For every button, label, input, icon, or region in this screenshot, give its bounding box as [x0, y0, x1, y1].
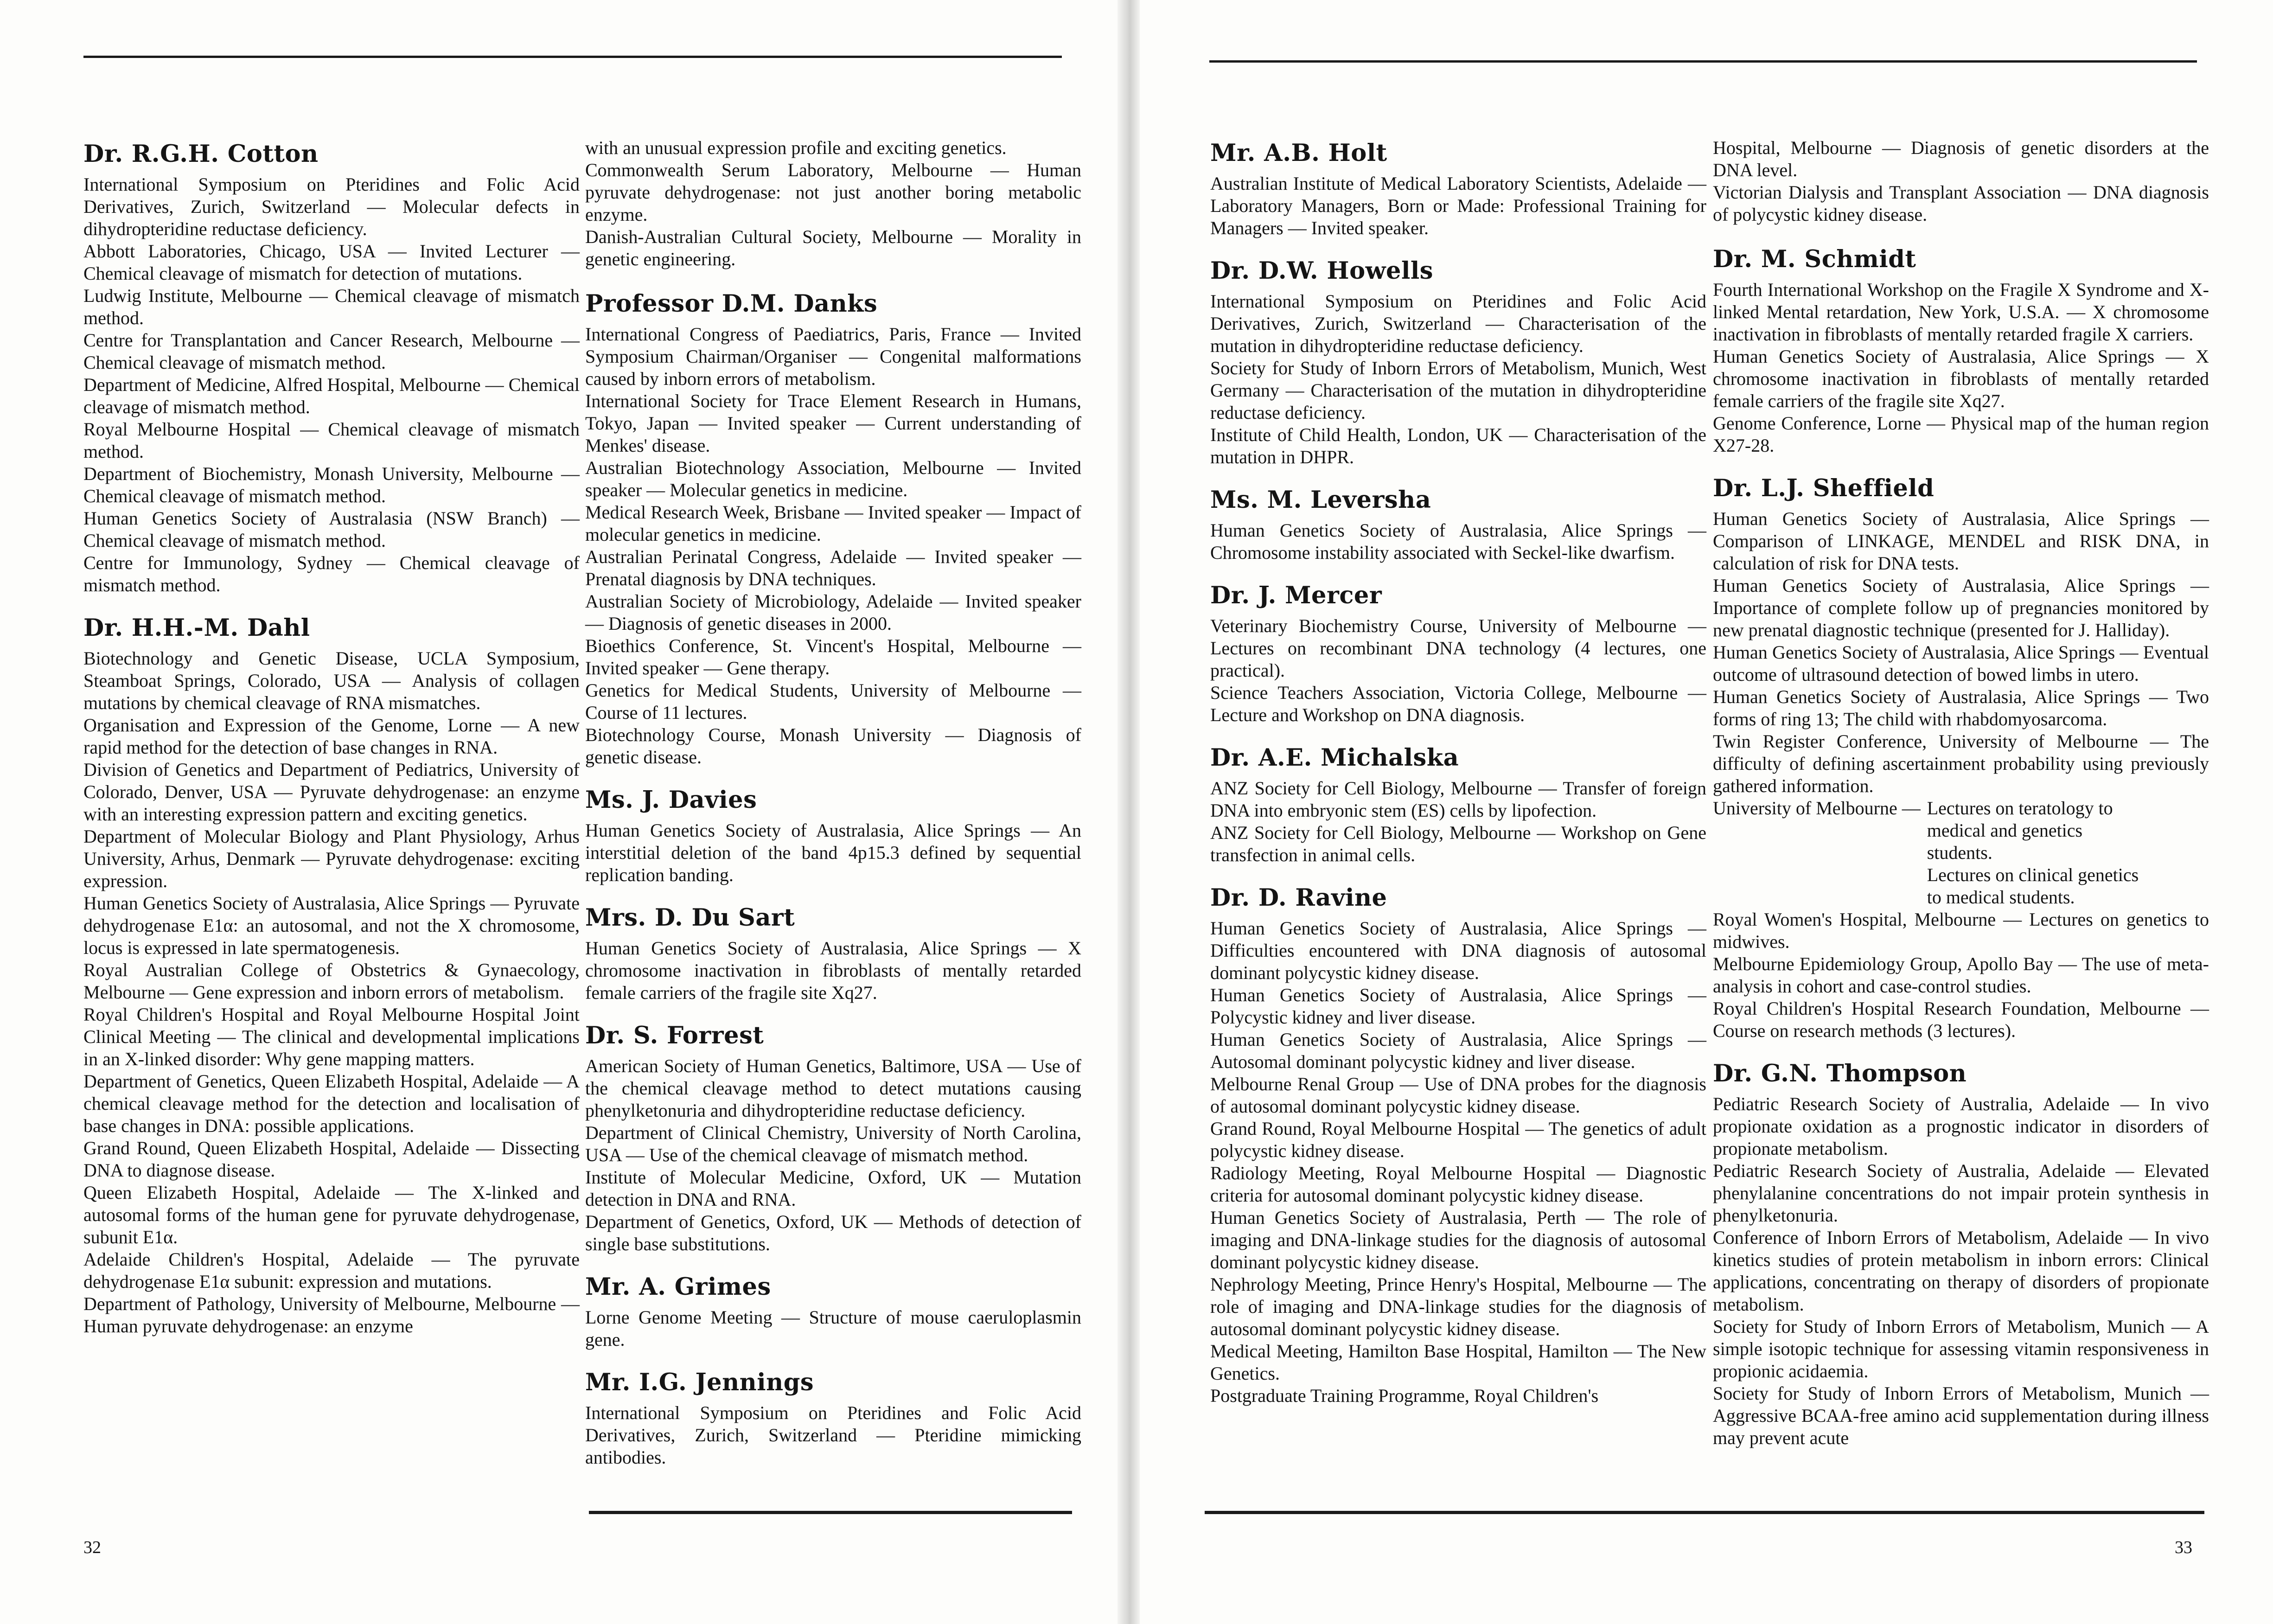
- person-list: [1210, 138, 1706, 1407]
- book-gutter: [1117, 0, 1140, 1624]
- person-section: [1210, 883, 1706, 1407]
- entry-text: Genome Conference, Lorne — Physical map of the human region X27-28.: [1713, 413, 2209, 456]
- entry-text: Fourth International Workshop on the Fragile X Syndrome and X-linked Mental retardation, New York, U.S.A. — X chromosome inactivation in fibroblasts of mentally retarded fragile X carriers.: [1713, 279, 2209, 345]
- split-entry-item: Lectures on teratology to medical and genetics students.: [1927, 798, 2113, 863]
- person-name: Dr. J. Mercer: [1210, 582, 1382, 609]
- entry-text: Hospital, Melbourne — Diagnosis of genetic disorders at the DNA level.: [1713, 137, 2209, 180]
- person-section: [1210, 743, 1706, 866]
- entry-text: Ludwig Institute, Melbourne — Chemical cleavage of mismatch method.: [83, 285, 580, 328]
- entry-text: Melbourne Renal Group — Use of DNA probes for the diagnosis of autosomal dominant polycystic kidney disease.: [1210, 1074, 1706, 1117]
- entry-text: Royal Children's Hospital Research Foundation, Melbourne — Course on research methods (3 lectures).: [1713, 998, 2209, 1041]
- entry-text: Human Genetics Society of Australasia, Alice Springs — Comparison of LINKAGE, MENDEL and RISK DNA, in calculation of risk for DNA tests.: [1713, 508, 2209, 574]
- entry-text: ANZ Society for Cell Biology, Melbourne — Transfer of foreign DNA into embryonic stem (ES) cells by lipofection.: [1210, 778, 1706, 821]
- person-section: [585, 903, 1081, 1004]
- entry-text: Medical Research Week, Brisbane — Invited speaker — Impact of molecular genetics in medicine.: [585, 502, 1081, 545]
- entry-text: Society for Study of Inborn Errors of Metabolism, Munich — Aggressive BCAA-free amino acid supplementation during illness may prevent acute: [1713, 1383, 2209, 1448]
- person-name: Dr. M. Schmidt: [1713, 245, 1916, 273]
- person-section: [1210, 256, 1706, 468]
- entry-text: Pediatric Research Society of Australia, Adelaide — Elevated phenylalanine concentrations do not impair protein synthesis in phenylketonuria.: [1713, 1160, 2209, 1226]
- entry-text: Adelaide Children's Hospital, Adelaide — The pyruvate dehydrogenase E1α subunit: expression and mutations.: [83, 1249, 580, 1292]
- entry-text: International Symposium on Pteridines and Folic Acid Derivatives, Zurich, Switzerland — Pteridine mimicking antibodies.: [585, 1402, 1081, 1468]
- person-name: Dr. G.N. Thompson: [1713, 1060, 1967, 1087]
- entry-text: Biotechnology and Genetic Disease, UCLA Symposium, Steamboat Springs, Colorado, USA — Analysis of collagen mutations by chemical cleavage of RNA mismatches.: [83, 648, 580, 713]
- person-section: [1210, 581, 1706, 726]
- split-entry-items: [1927, 797, 2150, 908]
- entry-text: Medical Meeting, Hamilton Base Hospital, Hamilton — The New Genetics.: [1210, 1341, 1706, 1384]
- bottom-rule: [1205, 1511, 2204, 1514]
- entry-text: Australian Biotechnology Association, Melbourne — Invited speaker — Molecular genetics in medicine.: [585, 457, 1081, 500]
- entry-text: International Symposium on Pteridines and Folic Acid Derivatives, Zurich, Switzerland — Characterisation of the mutation in dihydropteridine reductase deficiency.: [1210, 291, 1706, 356]
- left-column-2: [585, 137, 1081, 1485]
- entry-text: Lorne Genome Meeting — Structure of mouse caeruloplasmin gene.: [585, 1307, 1081, 1350]
- entry-text: Abbott Laboratories, Chicago, USA — Invited Lecturer — Chemical cleavage of mismatch for detection of mutations.: [83, 241, 580, 284]
- entry-text: Bioethics Conference, St. Vincent's Hospital, Melbourne — Invited speaker — Gene therapy.: [585, 635, 1081, 678]
- entry-text: Australian Society of Microbiology, Adelaide — Invited speaker — Diagnosis of genetic diseases in 2000.: [585, 591, 1081, 634]
- entry-text: Science Teachers Association, Victoria College, Melbourne — Lecture and Workshop on DNA diagnosis.: [1210, 682, 1706, 725]
- entry-text: Society for Study of Inborn Errors of Metabolism, Munich — A simple isotopic technique for assessing vitamin responsiveness in propionic acidaemia.: [1713, 1316, 2209, 1381]
- entry-text: Royal Melbourne Hospital — Chemical cleavage of mismatch method.: [83, 419, 580, 462]
- person-section: [1713, 244, 2209, 457]
- entry-text: Human Genetics Society of Australasia, Alice Springs — Two forms of ring 13; The child with rhabdomyosarcoma.: [1713, 686, 2209, 729]
- entry-text: Society for Study of Inborn Errors of Metabolism, Munich, West Germany — Characterisation of the mutation in dihydropteridine reductase deficiency.: [1210, 358, 1706, 423]
- entry-text: Australian Perinatal Congress, Adelaide — Invited speaker — Prenatal diagnosis by DNA techniques.: [585, 546, 1081, 589]
- page-number: 32: [83, 1538, 101, 1557]
- entry-text: ANZ Society for Cell Biology, Melbourne — Workshop on Gene transfection in animal cells.: [1210, 822, 1706, 865]
- person-name: Dr. D. Ravine: [1210, 884, 1387, 912]
- person-name: Professor D.M. Danks: [585, 290, 878, 318]
- person-section: [585, 1272, 1081, 1351]
- entry-text: Human Genetics Society of Australasia, Alice Springs — Polycystic kidney and liver disease.: [1210, 985, 1706, 1028]
- top-rule: [1209, 60, 2197, 63]
- entry-text: with an unusual expression profile and exciting genetics.: [585, 137, 1007, 158]
- entry-text: Human Genetics Society of Australasia, Alice Springs — An interstitial deletion of the band 4p15.3 defined by sequential replication banding.: [585, 820, 1081, 885]
- entry-text: Victorian Dialysis and Transplant Association — DNA diagnosis of polycystic kidney disease.: [1713, 182, 2209, 225]
- entry-text: Conference of Inborn Errors of Metabolism, Adelaide — In vivo kinetics studies of protein metabolism in inborn errors: Clinical applications, concentrating on therapy of disorders of propionate metabolism.: [1713, 1227, 2209, 1315]
- person-name: Ms. M. Leversha: [1210, 486, 1431, 514]
- entry-text: Veterinary Biochemistry Course, University of Melbourne — Lectures on recombinant DNA technology (4 lectures, one practical).: [1210, 615, 1706, 681]
- entry-text: American Society of Human Genetics, Baltimore, USA — Use of the chemical cleavage method to detect mutations causing phenylketonuria and dihydropteridine reductase deficiency.: [585, 1055, 1081, 1121]
- entry-text: Grand Round, Queen Elizabeth Hospital, Adelaide — Dissecting DNA to diagnose disease.: [83, 1138, 580, 1181]
- entry-text: Human Genetics Society of Australasia, Alice Springs — X chromosome inactivation in fibroblasts of mentally retarded female carriers of the fragile site Xq27.: [1713, 346, 2209, 411]
- entry-text: International Society for Trace Element Research in Humans, Tokyo, Japan — Invited speaker — Current understanding of Menkes' disease.: [585, 390, 1081, 456]
- entry-text: Genetics for Medical Students, University of Melbourne — Course of 11 lectures.: [585, 680, 1081, 723]
- entry-text: Commonwealth Serum Laboratory, Melbourne — Human pyruvate dehydrogenase: not just another boring metabolic enzyme.: [585, 160, 1081, 225]
- entry-text: Royal Children's Hospital and Royal Melbourne Hospital Joint Clinical Meeting — The clinical and developmental implications in an X-linked disorder: Why gene mapping matters.: [83, 1004, 580, 1069]
- person-section: [1210, 138, 1706, 239]
- entry-text: Melbourne Epidemiology Group, Apollo Bay — The use of meta-analysis in cohort and case-control studies.: [1713, 953, 2209, 997]
- entry-text: Twin Register Conference, University of Melbourne — The difficulty of defining ascertainment probability using previously gathered information.: [1713, 731, 2209, 796]
- person-name: Dr. L.J. Sheffield: [1713, 474, 1935, 502]
- left-column-1: [83, 139, 580, 1354]
- entry-text: Royal Women's Hospital, Melbourne — Lectures on genetics to midwives.: [1713, 909, 2209, 952]
- entry-text: International Congress of Paediatrics, Paris, France — Invited Symposium Chairman/Organiser — Congenital malformations caused by inborn errors of metabolism.: [585, 324, 1081, 389]
- person-name: Mr. A. Grimes: [585, 1273, 771, 1301]
- entry-text: Queen Elizabeth Hospital, Adelaide — The X-linked and autosomal forms of the human gene for pyruvate dehydrogenase, subunit E1α.: [83, 1182, 580, 1247]
- person-name: Mrs. D. Du Sart: [585, 904, 795, 932]
- entry-text: Department of Molecular Biology and Plant Physiology, Arhus University, Arhus, Denmark — Pyruvate dehydrogenase: exciting expression.: [83, 826, 580, 891]
- person-name: Dr. A.E. Michalska: [1210, 744, 1459, 772]
- entry-text: Human Genetics Society of Australasia (NSW Branch) — Chemical cleavage of mismatch method.: [83, 508, 580, 551]
- page-number: 33: [2175, 1538, 2192, 1557]
- person-list: [585, 289, 1081, 1469]
- split-entry-item: Lectures on clinical genetics to medical students.: [1927, 864, 2139, 908]
- left-page: [0, 0, 1117, 1624]
- entry-text: Human Genetics Society of Australasia, Alice Springs — Chromosome instability associated with Seckel-like dwarfism.: [1210, 520, 1706, 563]
- person-name: Mr. A.B. Holt: [1210, 139, 1387, 167]
- entry-text: Biotechnology Course, Monash University — Diagnosis of genetic disease.: [585, 724, 1081, 767]
- right-column-1: [1210, 138, 1706, 1424]
- entry-text: Human Genetics Society of Australasia, Alice Springs — Pyruvate dehydrogenase E1α: an autosomal, and not the X chromosome, locus is expressed in late spermatogenesis.: [83, 893, 580, 958]
- entry-text: Institute of Child Health, London, UK — Characterisation of the mutation in DHPR.: [1210, 424, 1706, 467]
- entry-text: Department of Clinical Chemistry, University of North Carolina, USA — Use of the chemical cleavage of mismatch method.: [585, 1122, 1081, 1165]
- entry-text: Centre for Immunology, Sydney — Chemical cleavage of mismatch method.: [83, 552, 580, 595]
- entry-text: Department of Biochemistry, Monash University, Melbourne — Chemical cleavage of mismatch method.: [83, 463, 580, 506]
- entry-text: Department of Genetics, Oxford, UK — Methods of detection of single base substitutions.: [585, 1211, 1081, 1254]
- person-list: [1713, 244, 2209, 1449]
- person-list: [83, 139, 580, 1337]
- person-section: [83, 613, 580, 1337]
- entry-text: Human Genetics Society of Australasia, Alice Springs — Difficulties encountered with DNA diagnosis of autosomal dominant polycystic kidney disease.: [1210, 918, 1706, 983]
- entry-text: Postgraduate Training Programme, Royal Children's: [1210, 1385, 1599, 1406]
- person-name: Dr. S. Forrest: [585, 1022, 764, 1049]
- bottom-rule: [589, 1511, 1072, 1514]
- entry-text: Human Genetics Society of Australasia, Alice Springs — X chromosome inactivation in fibroblasts of mentally retarded female carriers of the fragile site Xq27.: [585, 938, 1081, 1003]
- entry-text: Human Genetics Society of Australasia, Alice Springs — Autosomal dominant polycystic kidney and liver disease.: [1210, 1029, 1706, 1072]
- person-section: [585, 1021, 1081, 1255]
- continued-entries: [1713, 137, 2209, 226]
- entry-text: Department of Genetics, Queen Elizabeth Hospital, Adelaide — A chemical cleavage method for the detection and localisation of base changes in DNA: possible applications.: [83, 1071, 580, 1136]
- entry-text: Radiology Meeting, Royal Melbourne Hospital — Diagnostic criteria for autosomal dominant polycystic kidney disease.: [1210, 1163, 1706, 1206]
- person-section: [585, 289, 1081, 768]
- entry-text: Grand Round, Royal Melbourne Hospital — The genetics of adult polycystic kidney disease.: [1210, 1118, 1706, 1161]
- right-column-2: [1713, 137, 2209, 1466]
- person-section: [585, 785, 1081, 886]
- person-section: [1713, 473, 2209, 1042]
- entry-text: International Symposium on Pteridines and Folic Acid Derivatives, Zurich, Switzerland — Molecular defects in dihydropteridine reductase deficiency.: [83, 174, 580, 239]
- top-rule: [83, 56, 1062, 58]
- person-section: [1210, 485, 1706, 564]
- person-section: [1713, 1059, 2209, 1449]
- entry-text: Department of Medicine, Alfred Hospital, Melbourne — Chemical cleavage of mismatch method.: [83, 374, 580, 417]
- person-name: Mr. I.G. Jennings: [585, 1368, 814, 1396]
- entry-text: Australian Institute of Medical Laboratory Scientists, Adelaide — Laboratory Managers, Born or Made: Professional Training for Managers — Invited speaker.: [1210, 173, 1706, 238]
- entry-text: Centre for Transplantation and Cancer Research, Melbourne — Chemical cleavage of mismatch method.: [83, 330, 580, 373]
- entry-text: Division of Genetics and Department of Pediatrics, University of Colorado, Denver, USA — Pyruvate dehydrogenase: an enzyme with an interesting expression pattern and exciting genetics.: [83, 759, 580, 825]
- entry-text: Human Genetics Society of Australasia, Alice Springs — Importance of complete follow up of pregnancies monitored by new prenatal diagnostic technique (presented for J. Halliday).: [1713, 575, 2209, 640]
- entry-text: Pediatric Research Society of Australia, Adelaide — In vivo propionate oxidation as a prognostic indicator in disorders of propionate metabolism.: [1713, 1093, 2209, 1159]
- right-page: [1140, 0, 2273, 1624]
- entry-text: Danish-Australian Cultural Society, Melbourne — Morality in genetic engineering.: [585, 226, 1081, 269]
- split-entry: [1713, 797, 2209, 908]
- entry-text: Royal Australian College of Obstetrics & Gynaecology, Melbourne — Gene expression and inborn errors of metabolism.: [83, 959, 580, 1003]
- entry-text: Department of Pathology, University of Melbourne, Melbourne — Human pyruvate dehydrogenase: an enzyme: [83, 1293, 580, 1336]
- person-name: Dr. R.G.H. Cotton: [83, 140, 319, 168]
- entry-text: Human Genetics Society of Australasia, Alice Springs — Eventual outcome of ultrasound detection of bowed limbs in utero.: [1713, 642, 2209, 685]
- continued-entries: [585, 137, 1081, 270]
- person-section: [585, 1368, 1081, 1469]
- person-name: Ms. J. Davies: [585, 786, 757, 814]
- entry-text: Human Genetics Society of Australasia, Perth — The role of imaging and DNA-linkage studies for the diagnosis of autosomal dominant polycystic kidney disease.: [1210, 1207, 1706, 1272]
- person-name: Dr. H.H.-M. Dahl: [83, 614, 310, 642]
- entry-text: Organisation and Expression of the Genome, Lorne — A new rapid method for the detection of base changes in RNA.: [83, 715, 580, 758]
- person-name: Dr. D.W. Howells: [1210, 257, 1433, 285]
- entry-text: Institute of Molecular Medicine, Oxford, UK — Mutation detection in DNA and RNA.: [585, 1167, 1081, 1210]
- split-entry-label: University of Melbourne —: [1713, 798, 1921, 818]
- entry-text: Nephrology Meeting, Prince Henry's Hospital, Melbourne — The role of imaging and DNA-linkage studies for the diagnosis of autosomal dominant polycystic kidney disease.: [1210, 1274, 1706, 1339]
- person-section: [83, 139, 580, 596]
